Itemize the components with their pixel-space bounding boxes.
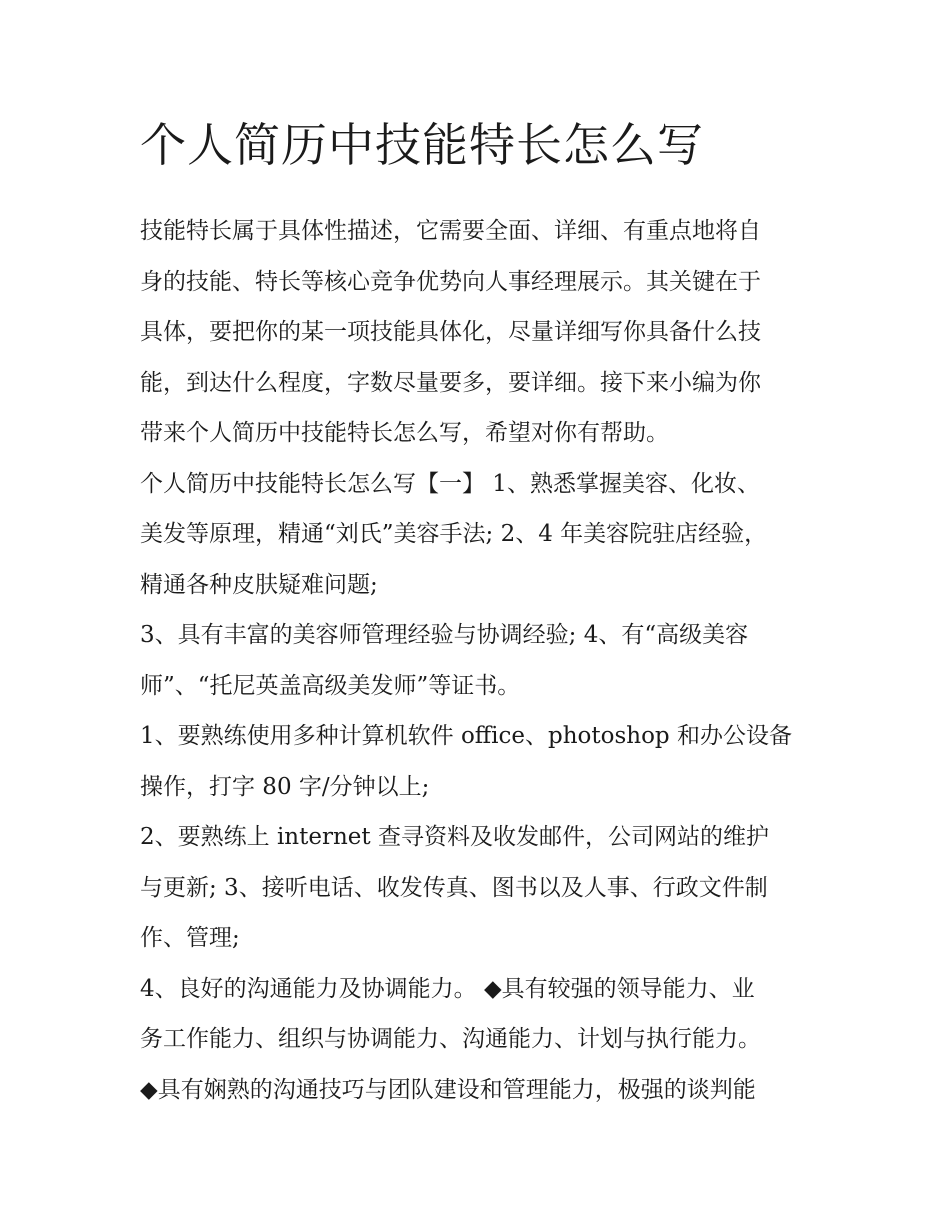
paragraph-internet-skills xyxy=(140,812,812,964)
text-line: 1、要熟练使用多种计算机软件 office、photoshop 和办公设备 xyxy=(140,723,792,749)
text-line: 务工作能力、组织与协调能力、沟通能力、计划与执行能力。 xyxy=(140,1026,761,1052)
text-line: 能，到达什么程度，字数尽量要多，要详细。接下来小编为你 xyxy=(140,369,761,396)
paragraph-intro xyxy=(140,206,812,459)
text-line: 4、良好的沟通能力及协调能力。 ◆具有较强的领导能力、业 xyxy=(140,975,755,1002)
paragraph-computer-skills xyxy=(140,711,812,812)
document-body xyxy=(140,112,812,1115)
paragraph-communication-skills xyxy=(140,964,812,1116)
text-line: 3、具有丰富的美容师管理经验与协调经验; 4、有“高级美容 xyxy=(140,622,749,648)
text-line: 师”、“托尼英盖高级美发师”等证书。 xyxy=(140,672,521,699)
text-line: 作、管理; xyxy=(140,925,240,951)
document-title: 个人简历中技能特长怎么写 xyxy=(140,118,704,172)
text-line: 2、要熟练上 internet 查寻资料及收发邮件，公司网站的维护 xyxy=(140,824,769,850)
text-line: 具体，要把你的某一项技能具体化，尽量详细写你具备什么技 xyxy=(140,319,761,345)
text-line: ◆具有娴熟的沟通技巧与团队建设和管理能力，极强的谈判能 xyxy=(140,1076,756,1103)
text-line: 身的技能、特长等核心竞争优势向人事经理展示。其关键在于 xyxy=(140,268,761,295)
text-line: 带来个人简历中技能特长怎么写，希望对你有帮助。 xyxy=(140,420,669,446)
paragraph-section-one xyxy=(140,459,812,611)
text-line: 操作，打字 80 字/分钟以上; xyxy=(140,773,430,800)
text-line: 与更新; 3、接听电话、收发传真、图书以及人事、行政文件制 xyxy=(140,874,768,901)
text-line: 技能特长属于具体性描述，它需要全面、详细、有重点地将自 xyxy=(140,218,761,244)
text-line: 美发等原理，精通“刘氏”美容手法; 2、4 年美容院驻店经验， xyxy=(140,521,768,547)
paragraph-management-experience xyxy=(140,610,812,711)
text-line: 个人简历中技能特长怎么写【一】 1、熟悉掌握美容、化妆、 xyxy=(140,470,760,497)
text-line: 精通各种皮肤疑难问题; xyxy=(140,571,378,598)
